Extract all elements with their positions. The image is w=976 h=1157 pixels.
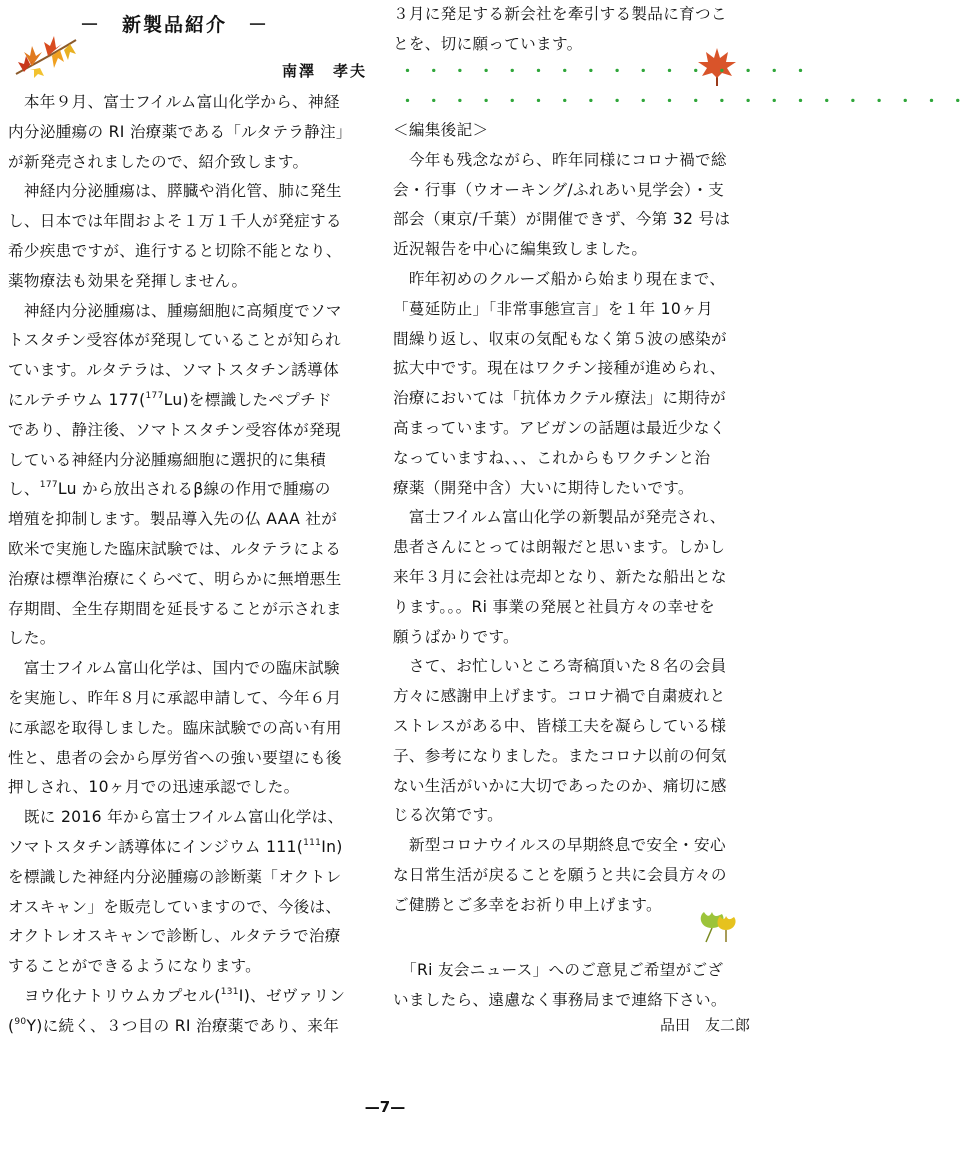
article-line: [8, 88, 363, 118]
text-run: トスタチン受容体が発現していることが知られ: [8, 331, 341, 350]
article-line: [8, 922, 363, 952]
postscript-line: [393, 414, 748, 444]
text-run: 治療においては「抗体カクテル療法」に期待が: [393, 389, 726, 408]
isotope-mass-number: 177: [39, 480, 58, 491]
text-run: している神経内分泌腫瘍細胞に選択的に集積: [8, 450, 326, 469]
text-run: とを、切に願っています。: [393, 34, 583, 53]
text-run: 神経内分泌腫瘍は、腫瘍細胞に高頻度でソマ: [8, 301, 342, 320]
article-line: [8, 207, 363, 237]
text-run: に承認を取得しました。臨床試験での高い有用: [8, 718, 342, 737]
postscript-line: [393, 742, 748, 772]
text-run: Y)に続く、３つ目の RI 治療薬であり、来年: [26, 1016, 340, 1035]
article-line: [8, 326, 363, 356]
isotope-mass-number: 90: [14, 1016, 27, 1027]
text-run: 昨年初めのクルーズ船から始まり現在まで、: [393, 269, 726, 288]
postscript-section: [393, 116, 748, 921]
article-line: [8, 356, 363, 386]
text-run: 内分泌腫瘍の RI 治療薬である「ルタテラ静注」: [8, 122, 352, 141]
text-run: オクトレオスキャンで診断し、ルタテラで治療: [8, 927, 341, 946]
text-run: ３月に発足する新会社を牽引する製品に育つこ: [393, 5, 727, 23]
article-line: [8, 1012, 363, 1042]
text-run: ています。ルタテラは、ソマトスタチン誘導体: [8, 361, 339, 380]
text-run: 今年も残念ながら、昨年同様にコロナ禍で総: [393, 150, 727, 169]
text-run: した。: [8, 629, 56, 648]
article-line: [8, 714, 363, 744]
postscript-line: [393, 235, 748, 265]
article-line: [8, 505, 363, 535]
text-run: することができるようになります。: [8, 957, 262, 976]
text-run: 既に 2016 年から富士フイルム富山化学は、: [8, 808, 344, 827]
postscript-line: [393, 623, 748, 653]
article-line: [8, 654, 363, 684]
text-run: Lu)を標識したペプチド: [163, 390, 332, 409]
article-line: [8, 416, 363, 446]
article-body: [8, 88, 363, 1042]
isotope-mass-number: 177: [145, 390, 164, 401]
text-run: し、: [8, 480, 40, 499]
postscript-line: [393, 503, 748, 533]
postscript-line: [393, 474, 748, 504]
postscript-heading: ＜編集後記＞: [393, 121, 489, 139]
article-line: [8, 118, 363, 148]
postscript-line: [393, 205, 748, 235]
text-run: 「Ri 友会ニュース」へのご意見ご希望がござ: [393, 961, 724, 979]
article-line: [8, 475, 363, 505]
postscript-line: [393, 563, 748, 593]
article-line: [8, 237, 363, 267]
article-line: [393, 30, 748, 60]
text-run: 新型コロナウイルスの早期終息で安全・安心: [393, 836, 726, 855]
text-run: 本年９月、富士フイルム富山化学から、神経: [8, 93, 340, 111]
postscript-line: [393, 682, 748, 712]
text-run: を実施し、昨年８月に承認申請して、今年６月: [8, 688, 342, 707]
autumn-leaves-branch-icon: [14, 34, 80, 78]
divider-dots-row-2: ・・・・・・・・・・・・・・・・・・・・・・: [400, 92, 976, 110]
postscript-line: [393, 146, 748, 176]
postscript-line: [393, 444, 748, 474]
text-run: 会・行事（ウオーキング/ふれあい見学会）・支: [393, 180, 725, 199]
text-run: 治療は標準治療にくらべて、明らかに無増悪生: [8, 569, 342, 588]
article-line: [8, 952, 363, 982]
article-line: [8, 982, 363, 1012]
editor-name: 品田 友二郎: [659, 1016, 750, 1034]
postscript-line: [393, 265, 748, 295]
article-line: [8, 177, 363, 207]
text-run: 願うばかりです。: [393, 627, 519, 646]
postscript-line: [393, 295, 748, 325]
article-title: － 新製品紹介 －: [80, 14, 270, 36]
postscript-line: [393, 533, 748, 563]
text-run: な日常生活が戻ることを願うと共に会員方々の: [393, 865, 727, 884]
text-run: であり、静注後、ソマトスタチン受容体が発現: [8, 420, 341, 439]
text-run: (: [8, 1016, 15, 1035]
text-run: を標識した神経内分泌腫瘍の診断薬「オクトレ: [8, 867, 342, 886]
text-run: し、日本では年間およそ１万１千人が発症する: [8, 212, 342, 231]
article-line: [8, 297, 363, 327]
text-run: ご健勝とご多幸をお祈り申上げます。: [393, 895, 662, 914]
page-number: —7—: [364, 1098, 406, 1116]
text-run: 神経内分泌腫瘍は、膵臓や消化管、肺に発生: [8, 182, 342, 201]
article-line: [8, 267, 363, 297]
text-run: 方々に感謝申上げます。コロナ禍で自粛疲れと: [393, 687, 726, 706]
text-run: 希少疾患ですが、進行すると切除不能となり、: [8, 241, 342, 260]
article-line: [8, 386, 363, 416]
article-line: [8, 624, 363, 654]
postscript-closing: [393, 956, 748, 1016]
text-run: 薬物療法も効果を発揮しません。: [8, 271, 248, 290]
article-continuation: [393, 0, 748, 60]
text-run: 富士フイルム富山化学は、国内での臨床試験: [8, 659, 340, 678]
postscript-line: [393, 891, 748, 921]
text-run: 来年３月に会社は売却となり、新たな船出とな: [393, 567, 727, 586]
article-line: [8, 833, 363, 863]
postscript-line: [393, 772, 748, 802]
article-line: [8, 595, 363, 625]
text-run: I)、ゼヴァリン: [238, 986, 346, 1005]
text-run: 性と、患者の会から厚労省への強い要望にも後: [8, 748, 342, 767]
postscript-line: [393, 831, 748, 861]
postscript-line: [393, 354, 748, 384]
article-line: [8, 565, 363, 595]
text-run: が新発売されましたので、紹介致します。: [8, 152, 309, 171]
text-run: 「蔓延防止」「非常事態宣言」を１年 10ヶ月: [393, 299, 713, 318]
article-line: [8, 773, 363, 803]
postscript-line: [393, 986, 748, 1016]
postscript-line: [393, 801, 748, 831]
article-line: [8, 744, 363, 774]
text-run: なっていますね、、、これからもワクチンと治: [393, 448, 711, 467]
article-line: [393, 0, 748, 30]
isotope-mass-number: 111: [303, 837, 322, 848]
text-run: Lu から放出されるβ線の作用で腫瘍の: [57, 480, 331, 499]
postscript-line: [393, 384, 748, 414]
text-run: 押しされ、10ヶ月での迅速承認でした。: [8, 778, 300, 797]
text-run: 拡大中です。現在はワクチン接種が進められ、: [393, 359, 726, 378]
text-run: 存期間、全生存期間を延長することが示されま: [8, 599, 342, 618]
text-run: 療薬（開発中含）大いに期待したいです。: [393, 478, 694, 497]
text-run: 高まっています。アビガンの話題は最近少なく: [393, 418, 726, 437]
text-run: 富士フイルム富山化学の新製品が発売され、: [393, 508, 726, 527]
text-run: ない生活がいかに大切であったのか、痛切に感: [393, 776, 727, 795]
postscript-line: [393, 593, 748, 623]
text-run: 間繰り返し、収束の気配もなく第５波の感染が: [393, 329, 727, 348]
text-run: ソマトスタチン誘導体にインジウム 111(: [8, 837, 304, 856]
divider-dots-row-1: ・・・・・・・・・・・・・・・・: [400, 62, 820, 80]
text-run: いましたら、遠慮なく事務局まで連絡下さい。: [393, 990, 727, 1009]
article-line: [8, 863, 363, 893]
postscript-line: [393, 176, 748, 206]
article-line: [8, 893, 363, 923]
text-run: 部会（東京/千葉）が開催できず、今第 32 号は: [393, 210, 731, 229]
postscript-line: [393, 861, 748, 891]
postscript-line: [393, 325, 748, 355]
postscript-line: [393, 712, 748, 742]
text-run: ります。。。Ri 事業の発展と社員方々の幸せを: [393, 597, 716, 616]
article-line: [8, 446, 363, 476]
article-line: [8, 535, 363, 565]
text-run: じる次第です。: [393, 806, 504, 825]
text-run: ヨウ化ナトリウムカプセル(: [8, 986, 221, 1005]
text-run: 欧米で実施した臨床試験では、ルタテラによる: [8, 539, 342, 558]
text-run: 近況報告を中心に編集致しました。: [393, 240, 648, 259]
article-line: [8, 803, 363, 833]
postscript-line: [393, 956, 748, 986]
article-line: [8, 148, 363, 178]
text-run: In): [321, 837, 343, 856]
article-line: [8, 684, 363, 714]
text-run: ストレスがある中、皆様工夫を凝らしている様: [393, 716, 727, 735]
text-run: 増殖を抑制します。製品導入先の仏 AAA 社が: [8, 510, 338, 529]
isotope-mass-number: 131: [220, 986, 239, 997]
text-run: オスキャン」を販売していますので、今後は、: [8, 897, 342, 916]
article-author: 南澤 孝夫: [282, 62, 368, 80]
text-run: さて、お忙しいところ寄稿頂いた８名の会員: [393, 657, 727, 676]
postscript-line: [393, 652, 748, 682]
text-run: 患者さんにとっては朗報だと思います。しかし: [393, 538, 726, 557]
text-run: にルテチウム 177(: [8, 390, 146, 409]
postscript-body: [393, 146, 748, 921]
text-run: 子、参考になりました。またコロナ以前の何気: [393, 746, 727, 765]
